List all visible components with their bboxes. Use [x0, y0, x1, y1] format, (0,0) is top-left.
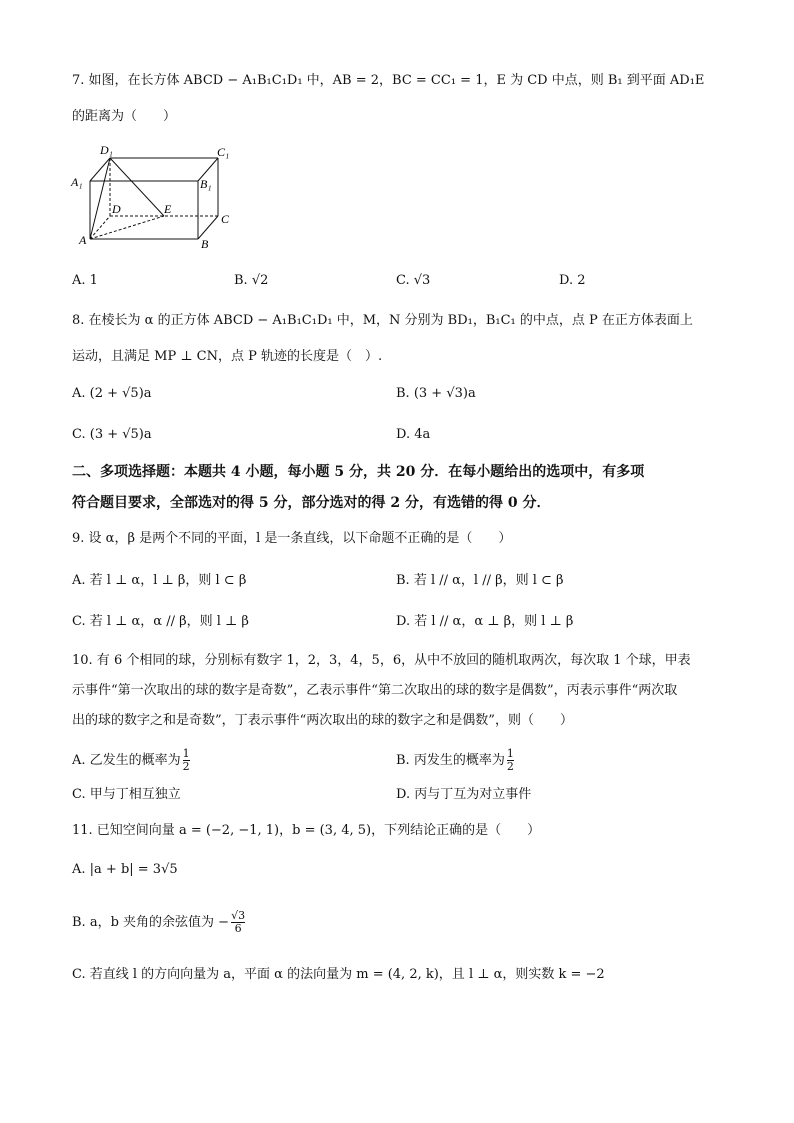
q10-stem-line1: 10. 有 6 个相同的球，分别标有数字 1，2，3，4，5，6，从中不放回的随机取两次，每次取 1 个球，甲表	[72, 653, 691, 668]
q8-option-d: D. 4a	[396, 427, 431, 442]
q11-stem: 11. 已知空间向量 a = (−2, −1, 1)，b = (3, 4, 5)，下列结论正确的是（ ）	[72, 823, 541, 838]
q11-option-b	[72, 910, 245, 935]
q7-option-b: B. √2	[234, 273, 269, 288]
fraction-one-half	[507, 748, 514, 773]
q10-option-b-text: B. 丙发生的概率为	[396, 753, 505, 768]
frac-den: 2	[182, 760, 190, 773]
q7-option-d: D. 2	[559, 273, 586, 288]
q8-option-c: C. (3 + √5)a	[72, 427, 152, 442]
label-c1: C₁	[217, 145, 230, 159]
q10-option-c: C. 甲与丁相互独立	[72, 787, 181, 802]
q10-option-b	[396, 748, 514, 773]
q10-option-a	[72, 748, 190, 773]
q9-stem: 9. 设 α，β 是两个不同的平面，l 是一条直线，以下命题不正确的是（ ）	[72, 531, 512, 546]
q9-option-d: D. 若 l // α，α ⊥ β，则 l ⊥ β	[396, 614, 574, 629]
label-d1: D₁	[100, 143, 113, 157]
q7-stem-line2: 的距离为（ ）	[72, 109, 177, 124]
label-a: A	[79, 233, 87, 247]
q11-option-c: C. 若直线 l 的方向向量为 a，平面 α 的法向量为 m = (4, 2, k)，且 l ⊥ α，则实数 k = −2	[72, 967, 605, 982]
q7-option-a: A. 1	[72, 273, 98, 288]
frac-num: 1	[182, 747, 190, 760]
fraction-one-half	[183, 748, 190, 773]
label-c: C	[221, 212, 230, 226]
q9-option-b: B. 若 l // α，l // β，则 l ⊂ β	[396, 573, 564, 588]
q8-stem-line1: 8. 在棱长为 α 的正方体 ABCD − A₁B₁C₁D₁ 中，M，N 分别为 BD₁，B₁C₁ 的中点，点 P 在正方体表面上	[72, 313, 693, 328]
label-a1: A₁	[71, 175, 83, 189]
q8-option-a: A. (2 + √5)a	[72, 386, 152, 401]
label-d: D	[112, 202, 121, 216]
section2-heading-line2: 符合题目要求，全部选对的得 5 分，部分选对的得 2 分，有选错的得 0 分．	[72, 495, 551, 511]
frac-den: 2	[506, 760, 514, 773]
frac-num: 1	[506, 747, 514, 760]
edge-bc	[198, 216, 218, 239]
frac-den: 6	[234, 922, 242, 935]
q10-option-d: D. 丙与丁互为对立事件	[396, 787, 532, 802]
q9-option-a: A. 若 l ⊥ α，l ⊥ β，则 l ⊂ β	[72, 573, 247, 588]
cuboid-figure	[66, 138, 246, 253]
q10-stem-line2: 示事件“第一次取出的球的数字是奇数”，乙表示事件“第二次取出的球的数字是偶数”，丙表示事件“两次取	[72, 683, 678, 698]
q8-option-b: B. (3 + √3)a	[396, 386, 476, 401]
q9-option-c: C. 若 l ⊥ α，α // β，则 l ⊥ β	[72, 614, 249, 629]
q10-option-a-text: A. 乙发生的概率为	[72, 753, 181, 768]
q7-option-c: C. √3	[396, 273, 431, 288]
frac-num: √3	[231, 909, 246, 922]
section2-heading-line1: 二、多项选择题：本题共 4 小题，每小题 5 分，共 20 分．在每小题给出的选项中，有多项	[72, 464, 645, 480]
q7-stem-line1: 7. 如图，在长方体 ABCD − A₁B₁C₁D₁ 中，AB = 2，BC = CC₁ = 1，E 为 CD 中点，则 B₁ 到平面 AD₁E	[72, 73, 705, 88]
line-ae-hidden	[90, 216, 164, 239]
q11-option-b-text: B. a，b 夹角的余弦值为 −	[72, 915, 230, 930]
q8-stem-line2: 运动，且满足 MP ⊥ CN，点 P 轨迹的长度是（ ）.	[72, 349, 383, 364]
q11-option-a: A. |a + b| = 3√5	[72, 862, 178, 877]
q10-stem-line3: 出的球的数字之和是奇数”，丁表示事件“两次取出的球的数字之和是偶数”，则（ ）	[72, 713, 573, 728]
label-b1: B₁	[200, 177, 212, 191]
fraction-sqrt3-over-6	[231, 910, 245, 935]
label-b: B	[201, 237, 209, 251]
label-e: E	[164, 202, 172, 216]
